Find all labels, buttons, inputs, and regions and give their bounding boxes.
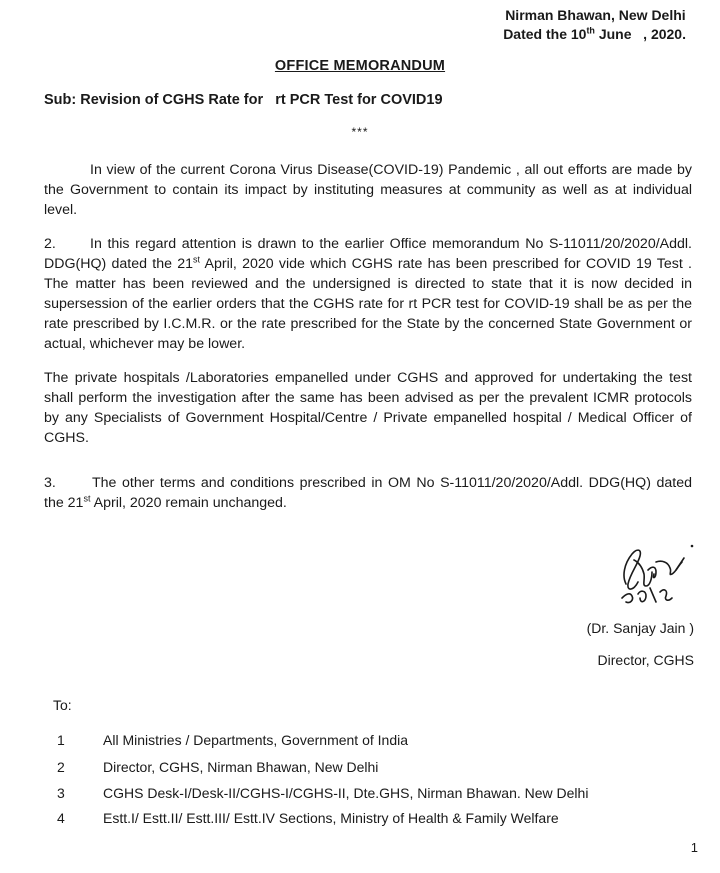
memo-date-prefix: Dated the 10: [503, 26, 587, 42]
memo-subject: Sub: Revision of CGHS Rate for rt PCR Test for COVID19: [44, 92, 443, 108]
distribution-item: [57, 810, 677, 826]
paragraph-4-text-b: April, 2020 remain unchanged.: [90, 495, 287, 511]
distribution-text: Director, CGHS, Nirman Bhawan, New Delhi: [103, 759, 379, 775]
distribution-item: [57, 732, 677, 748]
header-block: [503, 6, 686, 44]
distribution-text: All Ministries / Departments, Government of India: [103, 732, 409, 748]
signatory-designation: Director, CGHS: [597, 652, 694, 668]
signatory-name: (Dr. Sanjay Jain ): [586, 620, 694, 636]
handwritten-signature: [612, 540, 696, 614]
paragraph-4-text-a: The other terms and conditions prescribed in OM No S-11011/20/2020/Addl. DDG(HQ) dated the 21: [44, 475, 692, 511]
distribution-number: 4: [57, 810, 65, 826]
office-location: Nirman Bhawan, New Delhi: [505, 7, 686, 23]
paragraph-2-text-b: April, 2020 vide which CGHS rate has been prescribed for COVID 19 Test . The matter has been reviewed and the undersigned is directed to state that it is now decided in supersession of the earlier orders that the CGHS rate for rt PCR test for COVID-19 shall be as per the rate prescribed by I.C.M.R. or the rate prescribed for the State by the concerned State Government or actual, whichever may be lower.: [44, 256, 693, 352]
to-label: To:: [53, 697, 72, 713]
distribution-text: CGHS Desk-I/Desk-II/CGHS-I/CGHS-II, Dte.GHS, Nirman Bhawan. New Delhi: [103, 785, 589, 801]
memo-date-sup: th: [586, 25, 595, 36]
paragraph-2: [44, 234, 692, 354]
distribution-number: 3: [57, 785, 65, 801]
paragraph-2-number: 2.: [44, 236, 56, 252]
separator: ***: [351, 125, 369, 139]
paragraph-3: The private hospitals /Laboratories empanelled under CGHS and approved for undertaking the test shall perform the investigation after the same has been advised as per the prevalent ICMR protocols by any Specialists of Government Hospital/Centre / Private empanelled hospital / Medical Officer of CGHS.: [44, 370, 692, 446]
paragraph-1: [44, 160, 692, 220]
paragraph-4-sup: st: [83, 493, 91, 504]
page-number: 1: [690, 840, 698, 855]
paragraph-2-text-a: In this regard attention is drawn to the earlier Office memorandum No S-11011/20/2020/Addl. DDG(HQ) dated the 21: [44, 236, 692, 272]
paragraph-1-text: In view of the current Corona Virus Disease(COVID-19) Pandemic , all out efforts are made by the Government to contain its impact by instituting measures at community as well as at individual level.: [44, 162, 692, 218]
paragraph-4: [44, 473, 692, 513]
paragraph-4-number: 3.: [44, 475, 56, 491]
distribution-number: 1: [57, 732, 65, 748]
memo-date-suffix: June , 2020.: [594, 26, 686, 42]
distribution-text: Estt.I/ Estt.II/ Estt.III/ Estt.IV Sections, Ministry of Health & Family Welfare: [103, 810, 559, 826]
paragraph-2-sup: st: [193, 254, 201, 265]
distribution-item: [57, 785, 677, 801]
distribution-number: 2: [57, 759, 65, 775]
distribution-item: [57, 759, 677, 775]
memo-date: [503, 25, 686, 44]
memo-title: OFFICE MEMORANDUM: [274, 58, 446, 74]
